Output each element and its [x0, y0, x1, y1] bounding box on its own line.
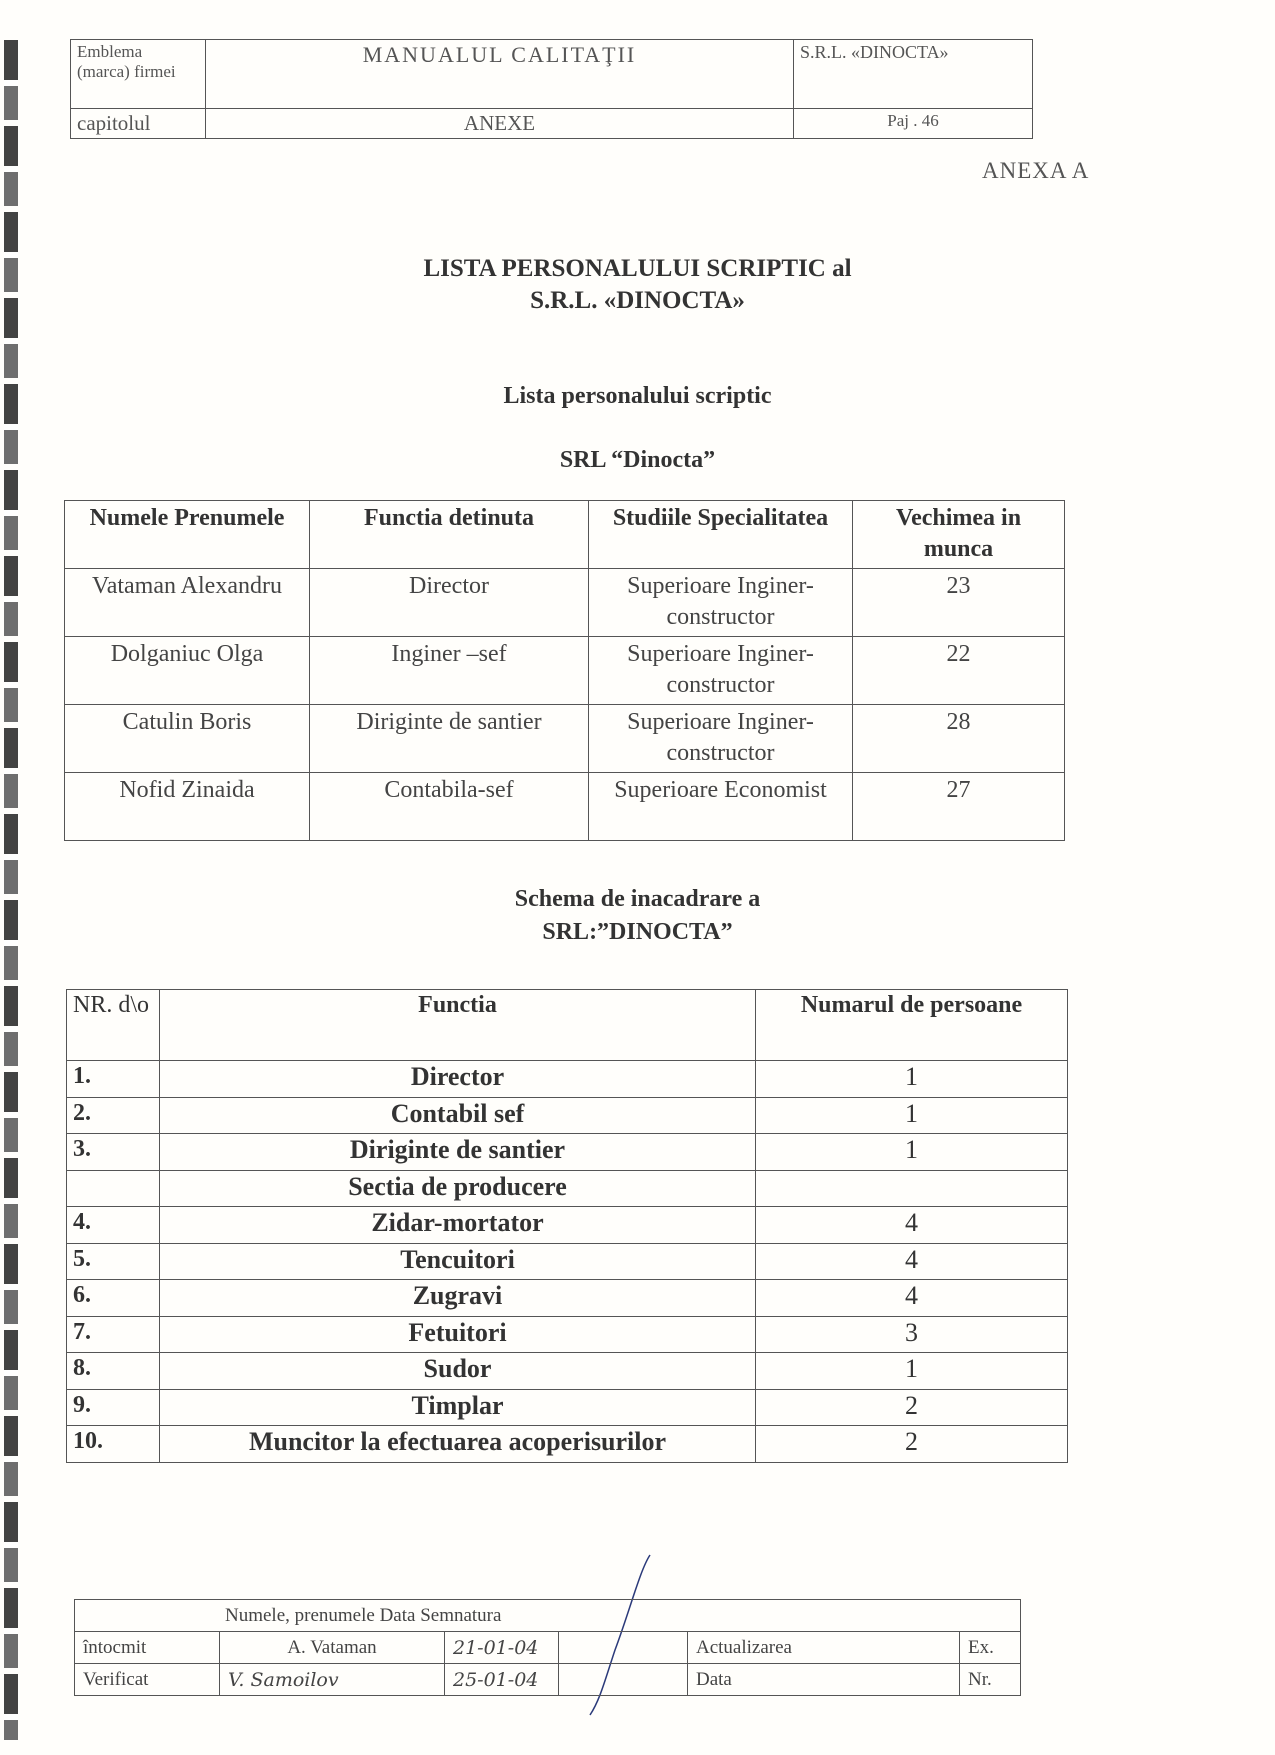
table-cell: 2 [756, 1426, 1068, 1463]
staff-list-title: Lista personalului scriptic [503, 383, 772, 409]
column-header: Vechimea in munca [853, 501, 1065, 569]
table-cell: Inginer –sef [310, 637, 589, 705]
header-table [70, 39, 1033, 139]
table-row [67, 1134, 1068, 1171]
company-name: S.R.L. «DINOCTA» [794, 40, 1033, 109]
table-cell: 4 [756, 1243, 1068, 1280]
table-cell: Contabila-sef [310, 773, 589, 841]
table-row [67, 1097, 1068, 1134]
table-cell: 9. [67, 1389, 160, 1426]
table-header-row [65, 501, 1065, 569]
table-cell: 10. [67, 1426, 160, 1463]
table-cell: Nofid Zinaida [65, 773, 310, 841]
table-cell: 27 [853, 773, 1065, 841]
verified-signature [559, 1664, 688, 1696]
table-cell: 1 [756, 1353, 1068, 1390]
table-cell [756, 1170, 1068, 1207]
approval-footer-table [74, 1599, 1021, 1696]
schema-title-line1: Schema de inacadrare a [514, 886, 761, 912]
table-cell: 1 [756, 1097, 1068, 1134]
table-cell: Zugravi [160, 1280, 756, 1317]
table-cell: Contabil sef [160, 1097, 756, 1134]
verified-label: Verificat [75, 1664, 220, 1696]
chapter-name: ANEXE [206, 109, 794, 139]
prepared-label: întocmit [75, 1632, 220, 1664]
verified-name: V. Samoilov [220, 1664, 445, 1696]
table-cell: Timplar [160, 1389, 756, 1426]
doc-title-line1: LISTA PERSONALULUI SCRIPTIC al [423, 255, 852, 282]
table-cell: 28 [853, 705, 1065, 773]
table-cell: 5. [67, 1243, 160, 1280]
table-cell: Dolganiuc Olga [65, 637, 310, 705]
table-cell: 4 [756, 1207, 1068, 1244]
emblem-cell: Emblema (marca) firmei [71, 40, 206, 109]
table-cell: 7. [67, 1316, 160, 1353]
table-cell: 3 [756, 1316, 1068, 1353]
table-cell: Vataman Alexandru [65, 569, 310, 637]
annex-label: ANEXA A [982, 158, 1090, 183]
table-cell: 23 [853, 569, 1065, 637]
table-row [67, 1316, 1068, 1353]
ex-label: Ex. [960, 1632, 1021, 1664]
table-cell: 4 [756, 1280, 1068, 1317]
table-cell: 2 [756, 1389, 1068, 1426]
table-cell: 1. [67, 1061, 160, 1098]
table-cell: Zidar-mortator [160, 1207, 756, 1244]
footer-column-headers: Numele, prenumele Data Semnatura [75, 1600, 1021, 1632]
page-number: Paj . 46 [794, 109, 1033, 139]
prepared-signature [559, 1632, 688, 1664]
date-label: Data [688, 1664, 960, 1696]
column-header: Numarul de persoane [756, 990, 1068, 1061]
table-cell: Diriginte de santier [160, 1134, 756, 1171]
table-cell: 22 [853, 637, 1065, 705]
table-cell: 6. [67, 1280, 160, 1317]
table-row [65, 705, 1065, 773]
table-row [67, 1243, 1068, 1280]
table-cell: 4. [67, 1207, 160, 1244]
column-header: Functia [160, 990, 756, 1061]
table-row [67, 1389, 1068, 1426]
table-row [67, 1061, 1068, 1098]
table-cell: Superioare Inginer-constructor [589, 569, 853, 637]
prepared-date: 21-01-04 [445, 1632, 559, 1664]
table-cell: Director [160, 1061, 756, 1098]
table-cell: 1 [756, 1134, 1068, 1171]
doc-title-line2: S.R.L. «DINOCTA» [530, 287, 745, 314]
staff-list-company: SRL “Dinocta” [559, 447, 716, 473]
table-cell: Tencuitori [160, 1243, 756, 1280]
table-row [67, 1280, 1068, 1317]
table-cell: 1 [756, 1061, 1068, 1098]
table-cell: Diriginte de santier [310, 705, 589, 773]
table-cell [67, 1170, 160, 1207]
table-header-row [67, 990, 1068, 1061]
table-row [67, 1353, 1068, 1390]
table-cell: 3. [67, 1134, 160, 1171]
table-cell: Superioare Inginer-constructor [589, 637, 853, 705]
nr-label: Nr. [960, 1664, 1021, 1696]
table-cell: 8. [67, 1353, 160, 1390]
table-row [65, 637, 1065, 705]
schema-table [66, 989, 1068, 1463]
column-header: Studiile Specialitatea [589, 501, 853, 569]
table-row [65, 773, 1065, 841]
chapter-label: capitolul [71, 109, 206, 139]
table-cell: Superioare Economist [589, 773, 853, 841]
prepared-name: A. Vataman [220, 1632, 445, 1664]
table-row [67, 1170, 1068, 1207]
verified-date: 25-01-04 [445, 1664, 559, 1696]
table-cell: Catulin Boris [65, 705, 310, 773]
column-header: Functia detinuta [310, 501, 589, 569]
column-header: NR. d\o [67, 990, 160, 1061]
schema-title-line2: SRL:”DINOCTA” [542, 919, 733, 945]
table-cell: 2. [67, 1097, 160, 1134]
table-cell: Fetuitori [160, 1316, 756, 1353]
table-cell: Director [310, 569, 589, 637]
table-cell: Superioare Inginer-constructor [589, 705, 853, 773]
column-header: Numele Prenumele [65, 501, 310, 569]
manual-title: MANUALUL CALITAŢII [206, 40, 794, 109]
table-cell: Sectia de producere [160, 1170, 756, 1207]
table-row [67, 1207, 1068, 1244]
table-cell: Sudor [160, 1353, 756, 1390]
table-cell: Muncitor la efectuarea acoperisurilor [160, 1426, 756, 1463]
update-label: Actualizarea [688, 1632, 960, 1664]
staff-table [64, 500, 1065, 841]
table-row [67, 1426, 1068, 1463]
table-row [65, 569, 1065, 637]
